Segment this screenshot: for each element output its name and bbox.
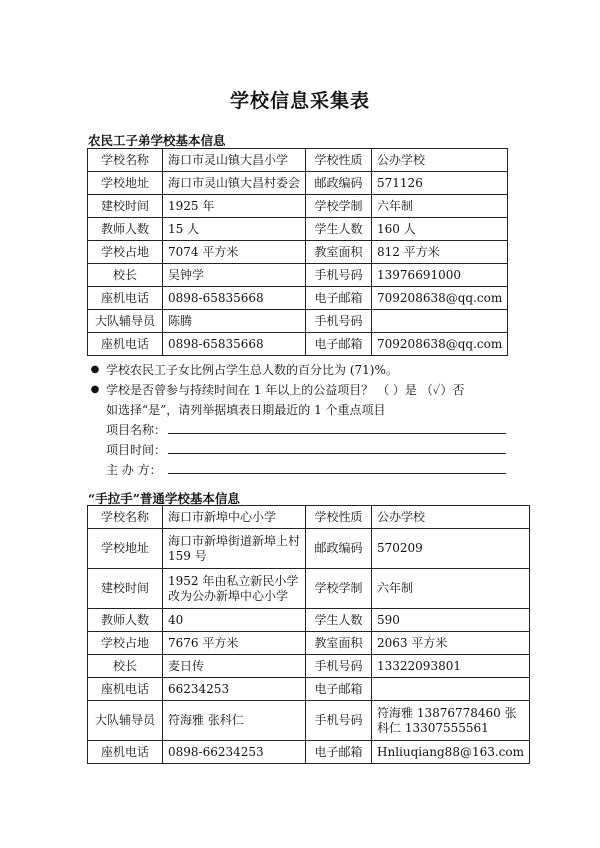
cell-label: 建校时间 [88,569,163,609]
fill-in-line[interactable] [168,453,506,454]
cell-value: 海口市灵山镇大昌村委会 [163,172,306,195]
table-row [88,264,508,287]
question-note [88,380,508,400]
table-row [88,333,508,356]
cell-value: 709208638@qq.com [372,287,508,310]
cell-value: 陈腾 [163,310,306,333]
cell-label: 学校占地 [88,241,163,264]
table-row [88,569,530,609]
cell-label: 学生人数 [306,609,372,632]
cell-label: 学校地址 [88,172,163,195]
question-text: 学校是否曾参与持续时间在 1 年以上的公益项目？ （ ）是 （✓）否 [106,383,465,397]
cell-value: 1925 年 [163,195,306,218]
cell-value: Hnliuqiang88@163.com [372,741,530,764]
table-row [88,655,530,678]
field-label: 项目名称： [106,423,167,437]
field-label: 项目时间： [106,443,167,457]
cell-label: 座机电话 [88,741,163,764]
cell-value: 571126 [372,172,508,195]
cell-value: 公办学校 [372,506,530,529]
form-title: 学校信息采集表 [229,90,370,112]
cell-value [372,310,508,333]
field-label: 主 办 方： [106,463,162,477]
bullet-icon: ● [90,384,100,395]
cell-label: 座机电话 [88,333,163,356]
cell-label: 手机号码 [306,701,372,741]
table-row [88,701,530,741]
bullet-icon: ● [90,364,100,375]
cell-value: 590 [372,609,530,632]
cell-label: 电子邮箱 [306,287,372,310]
cell-label: 电子邮箱 [306,741,372,764]
cell-value: 六年制 [372,195,508,218]
cell-label: 教室面积 [306,241,372,264]
table-row [88,218,508,241]
cell-value: 公办学校 [372,149,508,172]
cell-label: 教室面积 [306,632,372,655]
table-row [88,632,530,655]
project-name-field [88,420,508,440]
cell-value: 符海雅 13876778460 张科仁 13307555561 [372,701,530,741]
cell-value: 吴钟学 [163,264,306,287]
notes-section [88,360,508,480]
cell-label: 手机号码 [306,310,372,333]
cell-value: 1952 年由私立新民小学改为公办新埠中心小学 [163,569,306,609]
cell-label: 学生人数 [306,218,372,241]
cell-label: 学校性质 [306,506,372,529]
cell-label: 学校性质 [306,149,372,172]
cell-value: 0898-65835668 [163,287,306,310]
cell-value: 66234253 [163,678,306,701]
project-time-field [88,440,508,460]
organizer-field [88,460,508,480]
cell-label: 校长 [88,655,163,678]
cell-value: 0898-65835668 [163,333,306,356]
cell-label: 电子邮箱 [306,333,372,356]
table-row [88,241,508,264]
table-row [88,741,530,764]
cell-value: 7676 平方米 [163,632,306,655]
cell-value: 40 [163,609,306,632]
table-row [88,678,530,701]
ratio-note [88,360,508,380]
cell-label: 学校学制 [306,569,372,609]
cell-value: 海口市新埠街道新埠上村 159 号 [163,529,306,569]
section2-heading: “手拉手”普通学校基本信息 [88,491,240,506]
table-row [88,506,530,529]
cell-label: 手机号码 [306,655,372,678]
question-continuation: 如选择“是”，请列举据填表日期最近的 1 个重点项目 [106,403,386,417]
cell-label: 学校学制 [306,195,372,218]
cell-value: 麦日传 [163,655,306,678]
table-row [88,529,530,569]
cell-label: 电子邮箱 [306,678,372,701]
section2-table [87,505,530,764]
section1-heading: 农民工子弟学校基本信息 [88,133,226,148]
cell-value: 13322093801 [372,655,530,678]
cell-label: 学校名称 [88,506,163,529]
cell-label: 学校名称 [88,149,163,172]
cell-value: 六年制 [372,569,530,609]
cell-label: 建校时间 [88,195,163,218]
cell-label: 邮政编码 [306,529,372,569]
cell-label: 大队辅导员 [88,701,163,741]
fill-in-line[interactable] [168,433,506,434]
cell-value: 海口市灵山镇大昌小学 [163,149,306,172]
fill-in-line[interactable] [168,473,506,474]
table-row [88,609,530,632]
cell-value: 570209 [372,529,530,569]
table-row [88,172,508,195]
cell-value: 7074 平方米 [163,241,306,264]
cell-value: 709208638@qq.com [372,333,508,356]
table-row [88,149,508,172]
cell-label: 学校地址 [88,529,163,569]
cell-value: 812 平方米 [372,241,508,264]
cell-label: 大队辅导员 [88,310,163,333]
cell-value: 0898-66234253 [163,741,306,764]
cell-label: 手机号码 [306,264,372,287]
cell-label: 座机电话 [88,287,163,310]
ratio-text: 学校农民工子女比例占学生总人数的百分比为 (71)%。 [106,363,398,377]
cell-label: 邮政编码 [306,172,372,195]
table-row [88,195,508,218]
cell-label: 学校占地 [88,632,163,655]
cell-value: 海口市新埠中心小学 [163,506,306,529]
table-row [88,287,508,310]
cell-label: 教师人数 [88,609,163,632]
cell-label: 座机电话 [88,678,163,701]
cell-value: 15 人 [163,218,306,241]
cell-value [372,678,530,701]
cell-value: 13976691000 [372,264,508,287]
cell-value: 160 人 [372,218,508,241]
cell-label: 校长 [88,264,163,287]
table-row [88,310,508,333]
cell-value: 2063 平方米 [372,632,530,655]
cell-value: 符海雅 张科仁 [163,701,306,741]
section1-table [87,148,508,356]
cell-label: 教师人数 [88,218,163,241]
